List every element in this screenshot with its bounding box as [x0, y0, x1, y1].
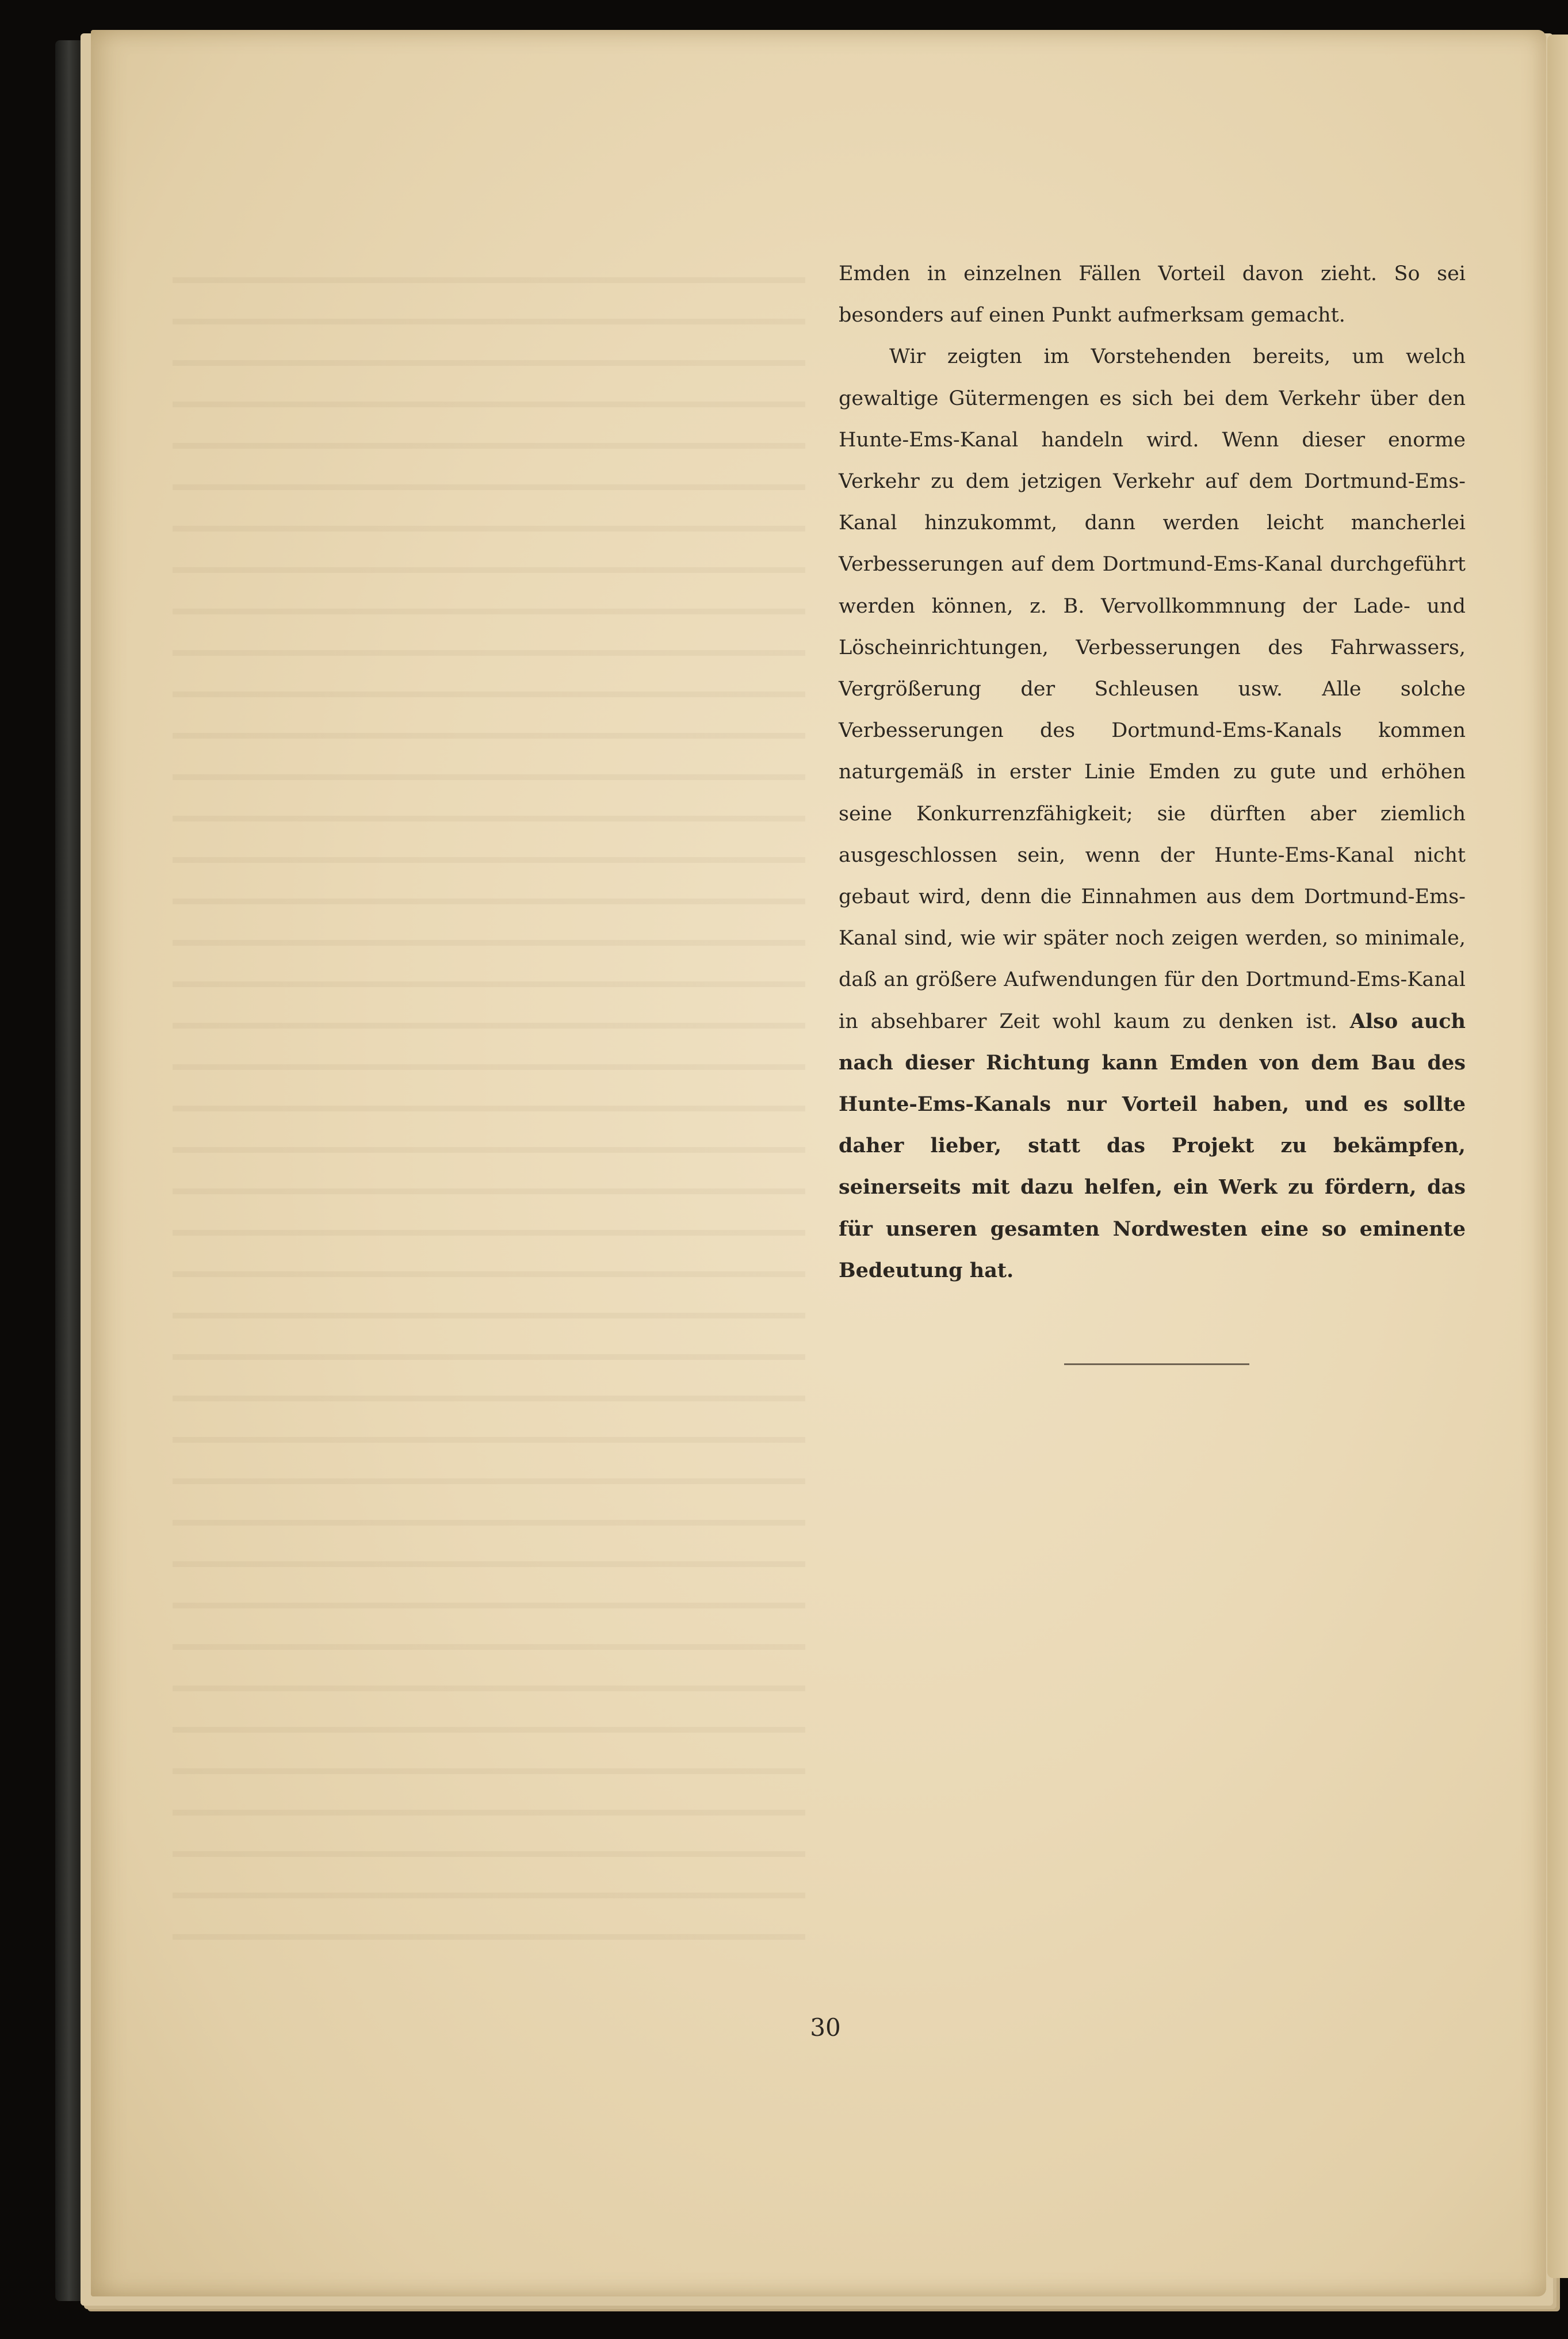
end-rule [1064, 1363, 1249, 1365]
page-number: 30 [810, 2013, 841, 2042]
paragraph-1: Emden in einzelnen Fällen Vorteil davon zieht. So sei besonders auf einen Punkt aufmerksam gemacht. [839, 262, 1466, 327]
body-text [839, 253, 1466, 1291]
next-sheet-edge [1547, 35, 1568, 2278]
show-through-text [173, 247, 805, 1967]
paragraph-2-emphasis: Also auch nach dieser Richtung kann Emden von dem Bau des Hunte-Ems-Kanals nur Vorteil haben, und es sollte daher lieber, statt das Projekt zu bekämpfen, seinerseits mit dazu helfen, ein Werk zu fördern, das für unseren gesamten Nordwesten eine so eminente Bedeutung hat. [839, 1009, 1466, 1282]
paragraph-2-plain: Wir zeigten im Vorstehenden bereits, um welch gewaltige Gütermengen es sich bei dem Verkehr über den Hunte-Ems-Kanal handeln wird. Wenn dieser enorme Verkehr zu dem jetzigen Verkehr auf dem Dortmund-Ems-Kanal hinzukommt, dann werden leicht mancherlei Verbesserungen auf dem Dortmund-Ems-Kanal durchgeführt werden können, z. B. Vervollkommnung der Lade- und Löscheinrichtungen, Verbesserungen des Fahrwassers, Vergrößerung der Schleusen usw. Alle solche Verbesserungen des Dortmund-Ems-Kanals kommen naturgemäß in erster Linie Emden zu gute und erhöhen seine Konkurrenzfähigkeit; sie dürften aber ziemlich ausgeschlossen sein, wenn der Hunte-Ems-Kanal nicht gebaut wird, denn die Einnahmen aus dem Dortmund-Ems-Kanal sind, wie wir später noch zeigen werden, so minimale, daß an größere Aufwendungen für den Dortmund-Ems-Kanal in absehbarer Zeit wohl kaum zu denken ist. [839, 345, 1466, 1033]
paragraph-2 [839, 336, 1466, 1291]
